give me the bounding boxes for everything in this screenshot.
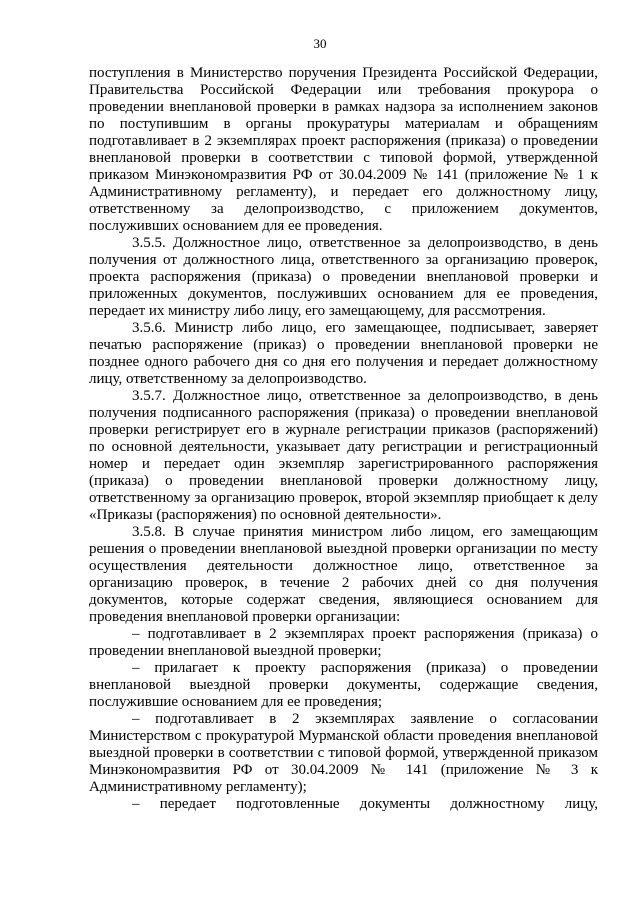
list-item-prepare-application: – подготавливает в 2 экземплярах заявление о согласовании Министерством с прокуратурой Мурманской области проведения внеплановой выездной проверки в соответствии с типовой формой, утвержденной приказом Минэкономразвития РФ от 30.04.2009 № 141 (приложение № 3 к Административному регламенту); <box>89 711 598 795</box>
paragraph-3-5-7: 3.5.7. Должностное лицо, ответственное за делопроизводство, в день получения подписанного распоряжения (приказа) о проведении внеплановой проверки регистрирует его в журнале регистрации приказов (распоряжений) по основной деятельности, указывает дату регистрации и регистрационный номер и передает один экземпляр зарегистрированного распоряжения (приказа) о проведении внеплановой проверки должностному лицу, ответственному за организацию проверок, второй экземпляр приобщает к делу «Приказы (распоряжения) по основной деятельности». <box>89 388 598 523</box>
list-item-attach-documents: – прилагает к проекту распоряжения (приказа) о проведении внеплановой выездной проверки документы, содержащие сведения, послужившие основанием для ее проведения; <box>89 660 598 710</box>
page-number: 30 <box>313 36 327 51</box>
paragraph-3-5-5: 3.5.5. Должностное лицо, ответственное за делопроизводство, в день получения от должностного лица, ответственного за организацию проверок, проекта распоряжения (приказа) о проведении внеплановой проверки и приложенных документов, послуживших основанием для ее проведения, передает их министру либо лицу, его замещающему, для рассмотрения. <box>89 235 598 319</box>
list-item-transfer-documents: – передает подготовленные документы должностному лицу, <box>132 796 598 812</box>
paragraph-continuation: поступления в Министерство поручения Президента Российской Федерации, Правительства Российской Федерации или требования прокурора о проведении внеплановой проверки в рамках надзора за исполнением законов по поступившим в органы прокуратуры материалам и обращениям подготавливает в 2 экземплярах проект распоряжения (приказа) о проведении внеплановой проверки в соответствии с типовой формой, утвержденной приказом Минэкономразвития РФ от 30.04.2009 № 141 (приложение № 1 к Административному регламенту), и передает его должностному лицу, ответственному за делопроизводство, с приложением документов, послуживших основанием для ее проведения. <box>89 65 598 234</box>
document-body <box>89 65 598 813</box>
list-item-prepare-draft: – подготавливает в 2 экземплярах проект распоряжения (приказа) о проведении внеплановой выездной проверки; <box>89 626 598 659</box>
paragraph-3-5-6: 3.5.6. Министр либо лицо, его замещающее, подписывает, заверяет печатью распоряжение (приказ) о проведении внеплановой проверки не позднее одного рабочего дня со дня его получения и передает должностному лицу, ответственному за делопроизводство. <box>89 320 598 387</box>
paragraph-3-5-8: 3.5.8. В случае принятия министром либо лицом, его замещающим решения о проведении внеплановой выездной проверки организации по месту осуществления деятельности должностное лицо, ответственное за организацию проверок, в течение 2 рабочих дней со дня получения документов, которые содержат сведения, являющиеся основанием для проведения внеплановой проверки организации: <box>89 524 598 625</box>
